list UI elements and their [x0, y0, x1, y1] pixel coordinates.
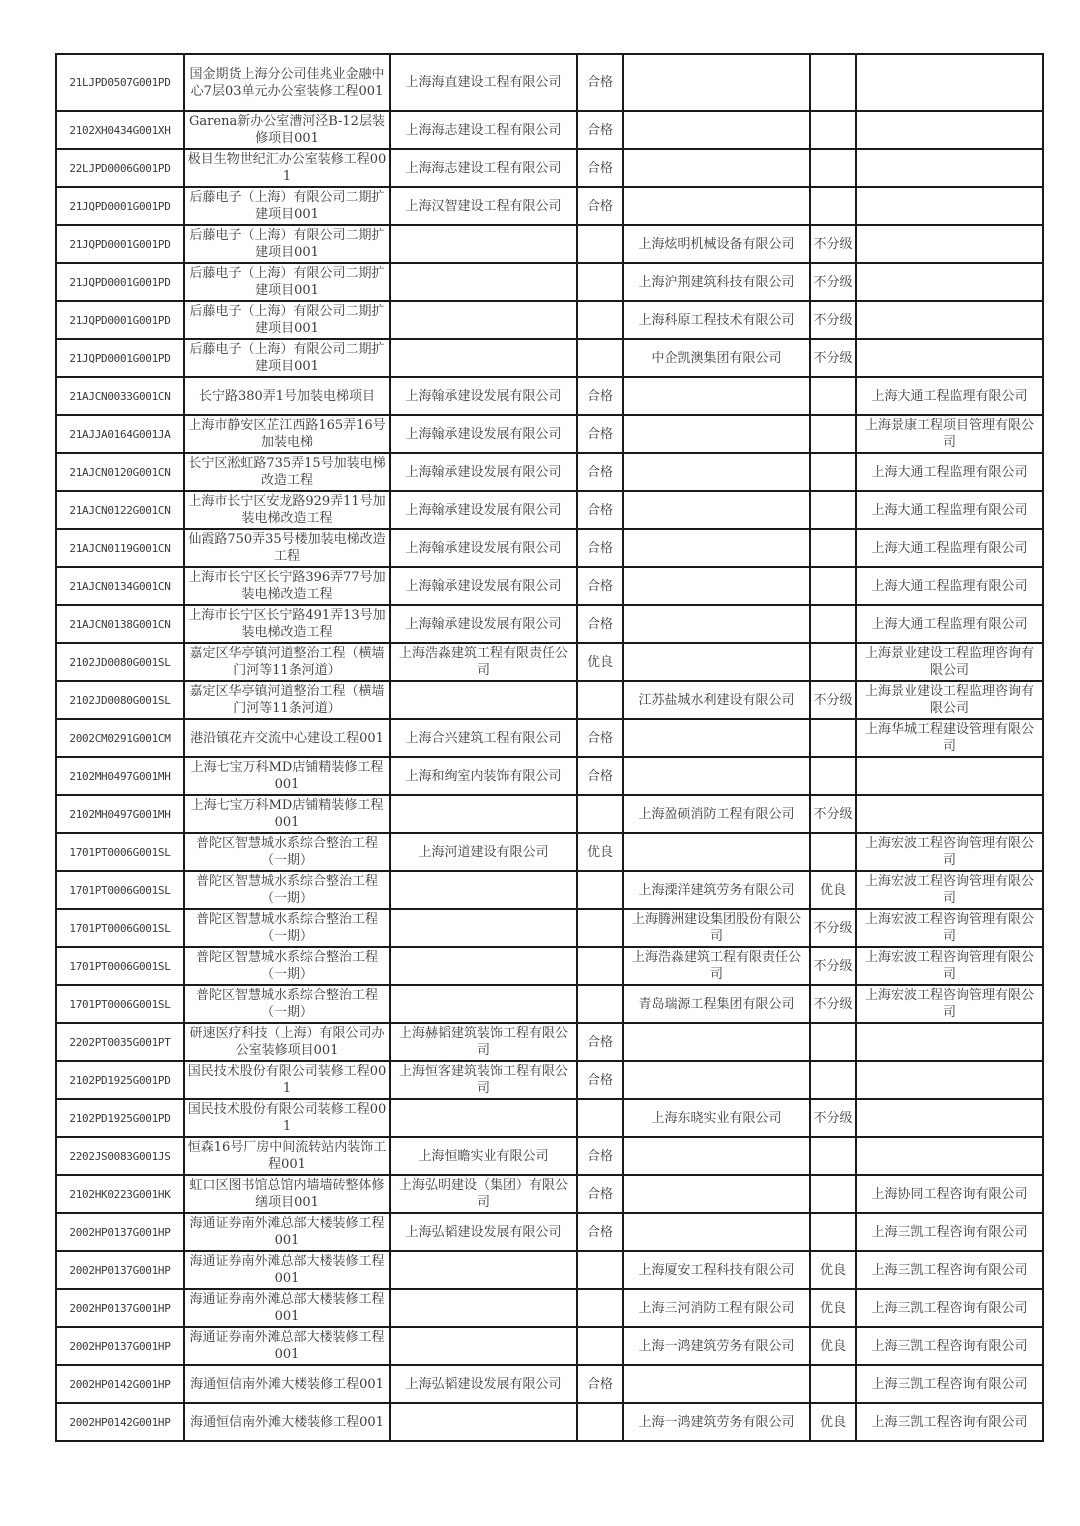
project-code-cell: 2002HP0137G001HP [56, 1251, 184, 1289]
subcontractor-cell [623, 453, 810, 491]
subcontractor-grade-cell [810, 719, 856, 757]
subcontractor-grade-cell: 不分级 [810, 339, 856, 377]
contractor-grade-cell: 合格 [577, 1365, 623, 1403]
subcontractor-cell [623, 1213, 810, 1251]
project-code-cell: 1701PT0006G001SL [56, 909, 184, 947]
project-name-cell: 上海七宝万科MD店铺精装修工程001 [184, 757, 390, 795]
subcontractor-grade-cell: 优良 [810, 871, 856, 909]
project-name-cell: 普陀区智慧城水系综合整治工程（一期） [184, 947, 390, 985]
subcontractor-grade-cell: 优良 [810, 1403, 856, 1441]
subcontractor-grade-cell [810, 491, 856, 529]
contractor-cell [390, 1403, 577, 1441]
project-code-cell: 21AJCN0138G001CN [56, 605, 184, 643]
project-code-cell: 21AJCN0122G001CN [56, 491, 184, 529]
subcontractor-cell: 上海一鸿建筑劳务有限公司 [623, 1403, 810, 1441]
contractor-grade-cell [577, 225, 623, 263]
subcontractor-cell: 上海三河消防工程有限公司 [623, 1289, 810, 1327]
project-code-cell: 2002HP0142G001HP [56, 1403, 184, 1441]
table-row [56, 871, 1043, 909]
table-row [56, 1099, 1043, 1137]
supervisor-cell: 上海景业建设工程监理咨询有限公司 [856, 643, 1043, 681]
subcontractor-cell: 上海科原工程技术有限公司 [623, 301, 810, 339]
contractor-grade-cell: 合格 [577, 719, 623, 757]
table-row [56, 947, 1043, 985]
supervisor-cell: 上海大通工程监理有限公司 [856, 453, 1043, 491]
contractor-cell [390, 1099, 577, 1137]
project-name-cell: 海通证券南外滩总部大楼装修工程001 [184, 1213, 390, 1251]
table-row [56, 757, 1043, 795]
contractor-grade-cell: 合格 [577, 529, 623, 567]
project-code-cell: 21JQPD0001G001PD [56, 339, 184, 377]
project-name-cell: 仙霞路750弄35号楼加装电梯改造工程 [184, 529, 390, 567]
project-name-cell: 后藤电子（上海）有限公司二期扩建项目001 [184, 263, 390, 301]
contractor-grade-cell: 合格 [577, 1213, 623, 1251]
project-code-cell: 2002HP0137G001HP [56, 1327, 184, 1365]
subcontractor-cell: 上海溧洋建筑劳务有限公司 [623, 871, 810, 909]
supervisor-cell [856, 225, 1043, 263]
contractor-grade-cell [577, 681, 623, 719]
contractor-grade-cell: 合格 [577, 453, 623, 491]
supervisor-cell [856, 795, 1043, 833]
subcontractor-cell [623, 567, 810, 605]
subcontractor-grade-cell [810, 453, 856, 491]
project-name-cell: 恒森16号厂房中间流转站内装饰工程001 [184, 1137, 390, 1175]
contractor-grade-cell [577, 947, 623, 985]
supervisor-cell: 上海三凯工程咨询有限公司 [856, 1327, 1043, 1365]
table-row [56, 491, 1043, 529]
project-code-cell: 21AJCN0033G001CN [56, 377, 184, 415]
project-name-cell: Garena新办公室漕河泾B-12层装修项目001 [184, 111, 390, 149]
subcontractor-grade-cell [810, 1175, 856, 1213]
supervisor-cell: 上海大通工程监理有限公司 [856, 567, 1043, 605]
contractor-grade-cell: 合格 [577, 187, 623, 225]
contractor-grade-cell [577, 795, 623, 833]
subcontractor-cell [623, 491, 810, 529]
contractor-grade-cell: 合格 [577, 757, 623, 795]
project-code-cell: 2002HP0142G001HP [56, 1365, 184, 1403]
subcontractor-grade-cell [810, 149, 856, 187]
supervisor-cell: 上海大通工程监理有限公司 [856, 529, 1043, 567]
subcontractor-grade-cell: 不分级 [810, 909, 856, 947]
contractor-grade-cell [577, 1327, 623, 1365]
contractor-grade-cell: 优良 [577, 643, 623, 681]
project-code-cell: 2102XH0434G001XH [56, 111, 184, 149]
subcontractor-grade-cell [810, 377, 856, 415]
supervisor-cell [856, 339, 1043, 377]
contractor-cell: 上海赫韬建筑装饰工程有限公司 [390, 1023, 577, 1061]
evaluation-table [55, 53, 1044, 1442]
supervisor-cell [856, 149, 1043, 187]
contractor-cell: 上海翰承建设发展有限公司 [390, 377, 577, 415]
contractor-cell [390, 301, 577, 339]
project-name-cell: 上海市长宁区长宁路491弄13号加装电梯改造工程 [184, 605, 390, 643]
project-code-cell: 21JQPD0001G001PD [56, 301, 184, 339]
contractor-grade-cell: 合格 [577, 491, 623, 529]
subcontractor-grade-cell: 不分级 [810, 795, 856, 833]
table-row [56, 377, 1043, 415]
supervisor-cell: 上海大通工程监理有限公司 [856, 377, 1043, 415]
subcontractor-grade-cell: 优良 [810, 1251, 856, 1289]
subcontractor-cell: 上海沪荆建筑科技有限公司 [623, 263, 810, 301]
contractor-cell: 上海和绚室内装饰有限公司 [390, 757, 577, 795]
table-body [56, 54, 1043, 1441]
project-name-cell: 国金期货上海分公司佳兆业金融中心7层03单元办公室装修工程001 [184, 54, 390, 111]
project-code-cell: 2102PD1925G001PD [56, 1099, 184, 1137]
subcontractor-cell: 上海厦安工程科技有限公司 [623, 1251, 810, 1289]
subcontractor-grade-cell [810, 567, 856, 605]
project-code-cell: 2102PD1925G001PD [56, 1061, 184, 1099]
project-name-cell: 长宁路380弄1号加装电梯项目 [184, 377, 390, 415]
subcontractor-grade-cell [810, 1023, 856, 1061]
project-name-cell: 后藤电子（上海）有限公司二期扩建项目001 [184, 301, 390, 339]
contractor-cell: 上海翰承建设发展有限公司 [390, 529, 577, 567]
contractor-grade-cell: 合格 [577, 415, 623, 453]
contractor-grade-cell [577, 1403, 623, 1441]
subcontractor-cell: 中企凯澳集团有限公司 [623, 339, 810, 377]
table-row [56, 1137, 1043, 1175]
supervisor-cell [856, 1023, 1043, 1061]
project-name-cell: 普陀区智慧城水系综合整治工程（一期） [184, 833, 390, 871]
contractor-cell: 上海浩淼建筑工程有限责任公司 [390, 643, 577, 681]
contractor-grade-cell: 合格 [577, 111, 623, 149]
contractor-grade-cell [577, 301, 623, 339]
subcontractor-cell [623, 111, 810, 149]
supervisor-cell: 上海华城工程建设管理有限公司 [856, 719, 1043, 757]
project-name-cell: 港沿镇花卉交流中心建设工程001 [184, 719, 390, 757]
project-name-cell: 海通证券南外滩总部大楼装修工程001 [184, 1289, 390, 1327]
contractor-cell [390, 985, 577, 1023]
contractor-grade-cell: 合格 [577, 54, 623, 111]
project-code-cell: 2002HP0137G001HP [56, 1213, 184, 1251]
contractor-grade-cell [577, 1099, 623, 1137]
supervisor-cell: 上海宏波工程咨询管理有限公司 [856, 985, 1043, 1023]
project-name-cell: 海通证券南外滩总部大楼装修工程001 [184, 1251, 390, 1289]
project-name-cell: 普陀区智慧城水系综合整治工程（一期） [184, 909, 390, 947]
contractor-cell: 上海河道建设有限公司 [390, 833, 577, 871]
contractor-cell: 上海翰承建设发展有限公司 [390, 567, 577, 605]
project-code-cell: 21AJCN0134G001CN [56, 567, 184, 605]
table-row [56, 719, 1043, 757]
subcontractor-cell [623, 1137, 810, 1175]
subcontractor-cell [623, 529, 810, 567]
subcontractor-grade-cell [810, 833, 856, 871]
project-name-cell: 国民技术股份有限公司装修工程001 [184, 1099, 390, 1137]
supervisor-cell: 上海三凯工程咨询有限公司 [856, 1251, 1043, 1289]
contractor-cell [390, 871, 577, 909]
project-code-cell: 21AJCN0120G001CN [56, 453, 184, 491]
subcontractor-cell: 江苏盐城水利建设有限公司 [623, 681, 810, 719]
subcontractor-cell [623, 757, 810, 795]
table-row [56, 681, 1043, 719]
table-row [56, 187, 1043, 225]
contractor-cell [390, 225, 577, 263]
project-name-cell: 海通恒信南外滩大楼装修工程001 [184, 1403, 390, 1441]
supervisor-cell: 上海宏波工程咨询管理有限公司 [856, 909, 1043, 947]
table-row [56, 985, 1043, 1023]
supervisor-cell: 上海三凯工程咨询有限公司 [856, 1289, 1043, 1327]
project-name-cell: 后藤电子（上海）有限公司二期扩建项目001 [184, 225, 390, 263]
subcontractor-cell [623, 643, 810, 681]
subcontractor-cell: 上海一鸿建筑劳务有限公司 [623, 1327, 810, 1365]
subcontractor-cell [623, 1175, 810, 1213]
table-row [56, 1213, 1043, 1251]
project-name-cell: 海通证券南外滩总部大楼装修工程001 [184, 1327, 390, 1365]
contractor-cell: 上海翰承建设发展有限公司 [390, 491, 577, 529]
subcontractor-grade-cell: 不分级 [810, 1099, 856, 1137]
table-row [56, 1061, 1043, 1099]
project-name-cell: 普陀区智慧城水系综合整治工程（一期） [184, 871, 390, 909]
table-row [56, 263, 1043, 301]
table-row [56, 1289, 1043, 1327]
supervisor-cell: 上海景业建设工程监理咨询有限公司 [856, 681, 1043, 719]
supervisor-cell [856, 1099, 1043, 1137]
subcontractor-grade-cell [810, 1365, 856, 1403]
supervisor-cell: 上海协同工程咨询有限公司 [856, 1175, 1043, 1213]
supervisor-cell [856, 301, 1043, 339]
project-name-cell: 研速医疗科技（上海）有限公司办公室装修项目001 [184, 1023, 390, 1061]
project-code-cell: 2102HK0223G001HK [56, 1175, 184, 1213]
project-name-cell: 虹口区图书馆总馆内墙墙砖整体修缮项目001 [184, 1175, 390, 1213]
project-name-cell: 嘉定区华亭镇河道整治工程（横墙门河等11条河道） [184, 643, 390, 681]
supervisor-cell [856, 1137, 1043, 1175]
contractor-grade-cell: 合格 [577, 1023, 623, 1061]
subcontractor-cell [623, 719, 810, 757]
subcontractor-cell: 上海腾洲建设集团股份有限公司 [623, 909, 810, 947]
project-code-cell: 21JQPD0001G001PD [56, 187, 184, 225]
contractor-cell: 上海海志建设工程有限公司 [390, 111, 577, 149]
contractor-grade-cell [577, 1289, 623, 1327]
subcontractor-grade-cell [810, 187, 856, 225]
subcontractor-grade-cell [810, 605, 856, 643]
document-page [55, 53, 1042, 1442]
contractor-grade-cell: 合格 [577, 149, 623, 187]
project-code-cell: 2202PT0035G001PT [56, 1023, 184, 1061]
table-row [56, 909, 1043, 947]
project-name-cell: 上海市长宁区安龙路929弄11号加装电梯改造工程 [184, 491, 390, 529]
subcontractor-grade-cell [810, 1137, 856, 1175]
contractor-cell: 上海翰承建设发展有限公司 [390, 415, 577, 453]
contractor-cell [390, 263, 577, 301]
subcontractor-grade-cell: 不分级 [810, 681, 856, 719]
project-name-cell: 上海七宝万科MD店铺精装修工程001 [184, 795, 390, 833]
contractor-cell: 上海合兴建筑工程有限公司 [390, 719, 577, 757]
subcontractor-grade-cell: 优良 [810, 1327, 856, 1365]
project-code-cell: 2102JD0080G001SL [56, 643, 184, 681]
contractor-cell: 上海海直建设工程有限公司 [390, 54, 577, 111]
project-code-cell: 21LJPD0507G001PD [56, 54, 184, 111]
subcontractor-cell: 上海盈硕消防工程有限公司 [623, 795, 810, 833]
contractor-cell: 上海汉智建设工程有限公司 [390, 187, 577, 225]
contractor-grade-cell: 合格 [577, 1137, 623, 1175]
contractor-grade-cell: 合格 [577, 377, 623, 415]
contractor-cell [390, 1327, 577, 1365]
project-name-cell: 上海市静安区芷江西路165弄16号加装电梯 [184, 415, 390, 453]
supervisor-cell: 上海大通工程监理有限公司 [856, 491, 1043, 529]
project-code-cell: 2002HP0137G001HP [56, 1289, 184, 1327]
project-code-cell: 21JQPD0001G001PD [56, 263, 184, 301]
subcontractor-cell: 青岛瑞源工程集团有限公司 [623, 985, 810, 1023]
project-code-cell: 21JQPD0001G001PD [56, 225, 184, 263]
project-code-cell: 2102MH0497G001MH [56, 795, 184, 833]
project-name-cell: 极目生物世纪汇办公室装修工程001 [184, 149, 390, 187]
project-code-cell: 21AJCN0119G001CN [56, 529, 184, 567]
subcontractor-cell [623, 54, 810, 111]
table-row [56, 301, 1043, 339]
table-row [56, 833, 1043, 871]
contractor-cell: 上海弘韬建设发展有限公司 [390, 1365, 577, 1403]
project-name-cell: 后藤电子（上海）有限公司二期扩建项目001 [184, 187, 390, 225]
project-code-cell: 21AJJA0164G001JA [56, 415, 184, 453]
table-row [56, 339, 1043, 377]
subcontractor-grade-cell: 优良 [810, 1289, 856, 1327]
subcontractor-grade-cell: 不分级 [810, 301, 856, 339]
table-row [56, 225, 1043, 263]
subcontractor-grade-cell [810, 1061, 856, 1099]
contractor-cell: 上海翰承建设发展有限公司 [390, 605, 577, 643]
subcontractor-grade-cell [810, 111, 856, 149]
table-row [56, 529, 1043, 567]
table-row [56, 1251, 1043, 1289]
subcontractor-cell [623, 187, 810, 225]
supervisor-cell [856, 757, 1043, 795]
contractor-grade-cell [577, 909, 623, 947]
supervisor-cell [856, 54, 1043, 111]
contractor-cell [390, 681, 577, 719]
subcontractor-grade-cell: 不分级 [810, 263, 856, 301]
supervisor-cell [856, 1061, 1043, 1099]
project-name-cell: 嘉定区华亭镇河道整治工程（横墙门河等11条河道） [184, 681, 390, 719]
project-code-cell: 2102MH0497G001MH [56, 757, 184, 795]
table-row [56, 111, 1043, 149]
subcontractor-grade-cell [810, 529, 856, 567]
contractor-cell [390, 339, 577, 377]
supervisor-cell [856, 187, 1043, 225]
subcontractor-cell [623, 1061, 810, 1099]
project-name-cell: 上海市长宁区长宁路396弄77号加装电梯改造工程 [184, 567, 390, 605]
supervisor-cell [856, 263, 1043, 301]
contractor-cell: 上海恒客建筑装饰工程有限公司 [390, 1061, 577, 1099]
contractor-grade-cell: 合格 [577, 605, 623, 643]
project-name-cell: 国民技术股份有限公司装修工程001 [184, 1061, 390, 1099]
project-code-cell: 2102JD0080G001SL [56, 681, 184, 719]
table-row [56, 1403, 1043, 1441]
contractor-grade-cell: 合格 [577, 1175, 623, 1213]
contractor-grade-cell: 合格 [577, 1061, 623, 1099]
subcontractor-grade-cell: 不分级 [810, 985, 856, 1023]
supervisor-cell: 上海宏波工程咨询管理有限公司 [856, 871, 1043, 909]
project-code-cell: 22LJPD0006G001PD [56, 149, 184, 187]
contractor-cell: 上海海志建设工程有限公司 [390, 149, 577, 187]
subcontractor-cell [623, 833, 810, 871]
table-row [56, 1365, 1043, 1403]
project-code-cell: 1701PT0006G001SL [56, 871, 184, 909]
project-code-cell: 1701PT0006G001SL [56, 985, 184, 1023]
subcontractor-grade-cell: 不分级 [810, 947, 856, 985]
contractor-grade-cell: 优良 [577, 833, 623, 871]
table-row [56, 54, 1043, 111]
contractor-grade-cell [577, 871, 623, 909]
subcontractor-grade-cell [810, 757, 856, 795]
contractor-cell: 上海翰承建设发展有限公司 [390, 453, 577, 491]
subcontractor-cell: 上海浩淼建筑工程有限责任公司 [623, 947, 810, 985]
table-row [56, 567, 1043, 605]
contractor-grade-cell [577, 985, 623, 1023]
project-code-cell: 2202JS0083G001JS [56, 1137, 184, 1175]
project-code-cell: 1701PT0006G001SL [56, 947, 184, 985]
contractor-grade-cell [577, 339, 623, 377]
table-row [56, 149, 1043, 187]
contractor-cell: 上海弘韬建设发展有限公司 [390, 1213, 577, 1251]
project-name-cell: 海通恒信南外滩大楼装修工程001 [184, 1365, 390, 1403]
contractor-cell [390, 947, 577, 985]
subcontractor-cell [623, 1023, 810, 1061]
project-name-cell: 普陀区智慧城水系综合整治工程（一期） [184, 985, 390, 1023]
table-row [56, 1327, 1043, 1365]
contractor-grade-cell [577, 263, 623, 301]
supervisor-cell: 上海三凯工程咨询有限公司 [856, 1403, 1043, 1441]
subcontractor-cell [623, 377, 810, 415]
table-row [56, 453, 1043, 491]
subcontractor-cell [623, 605, 810, 643]
subcontractor-cell [623, 415, 810, 453]
subcontractor-cell: 上海东晓实业有限公司 [623, 1099, 810, 1137]
supervisor-cell: 上海宏波工程咨询管理有限公司 [856, 833, 1043, 871]
subcontractor-grade-cell [810, 643, 856, 681]
table-row [56, 1175, 1043, 1213]
supervisor-cell [856, 111, 1043, 149]
table-row [56, 643, 1043, 681]
contractor-cell [390, 1251, 577, 1289]
subcontractor-cell [623, 149, 810, 187]
table-row [56, 415, 1043, 453]
contractor-cell [390, 909, 577, 947]
contractor-cell: 上海恒瞻实业有限公司 [390, 1137, 577, 1175]
project-name-cell: 长宁区淞虹路735弄15号加装电梯改造工程 [184, 453, 390, 491]
supervisor-cell: 上海三凯工程咨询有限公司 [856, 1365, 1043, 1403]
subcontractor-grade-cell [810, 1213, 856, 1251]
contractor-grade-cell [577, 1251, 623, 1289]
supervisor-cell: 上海三凯工程咨询有限公司 [856, 1213, 1043, 1251]
table-row [56, 795, 1043, 833]
table-row [56, 1023, 1043, 1061]
subcontractor-cell [623, 1365, 810, 1403]
subcontractor-grade-cell [810, 54, 856, 111]
subcontractor-grade-cell: 不分级 [810, 225, 856, 263]
supervisor-cell: 上海宏波工程咨询管理有限公司 [856, 947, 1043, 985]
contractor-cell [390, 795, 577, 833]
contractor-cell: 上海弘明建设（集团）有限公司 [390, 1175, 577, 1213]
subcontractor-cell: 上海炫明机械设备有限公司 [623, 225, 810, 263]
project-code-cell: 1701PT0006G001SL [56, 833, 184, 871]
project-code-cell: 2002CM0291G001CM [56, 719, 184, 757]
contractor-grade-cell: 合格 [577, 567, 623, 605]
contractor-cell [390, 1289, 577, 1327]
supervisor-cell: 上海大通工程监理有限公司 [856, 605, 1043, 643]
project-name-cell: 后藤电子（上海）有限公司二期扩建项目001 [184, 339, 390, 377]
subcontractor-grade-cell [810, 415, 856, 453]
supervisor-cell: 上海景康工程项目管理有限公司 [856, 415, 1043, 453]
table-row [56, 605, 1043, 643]
